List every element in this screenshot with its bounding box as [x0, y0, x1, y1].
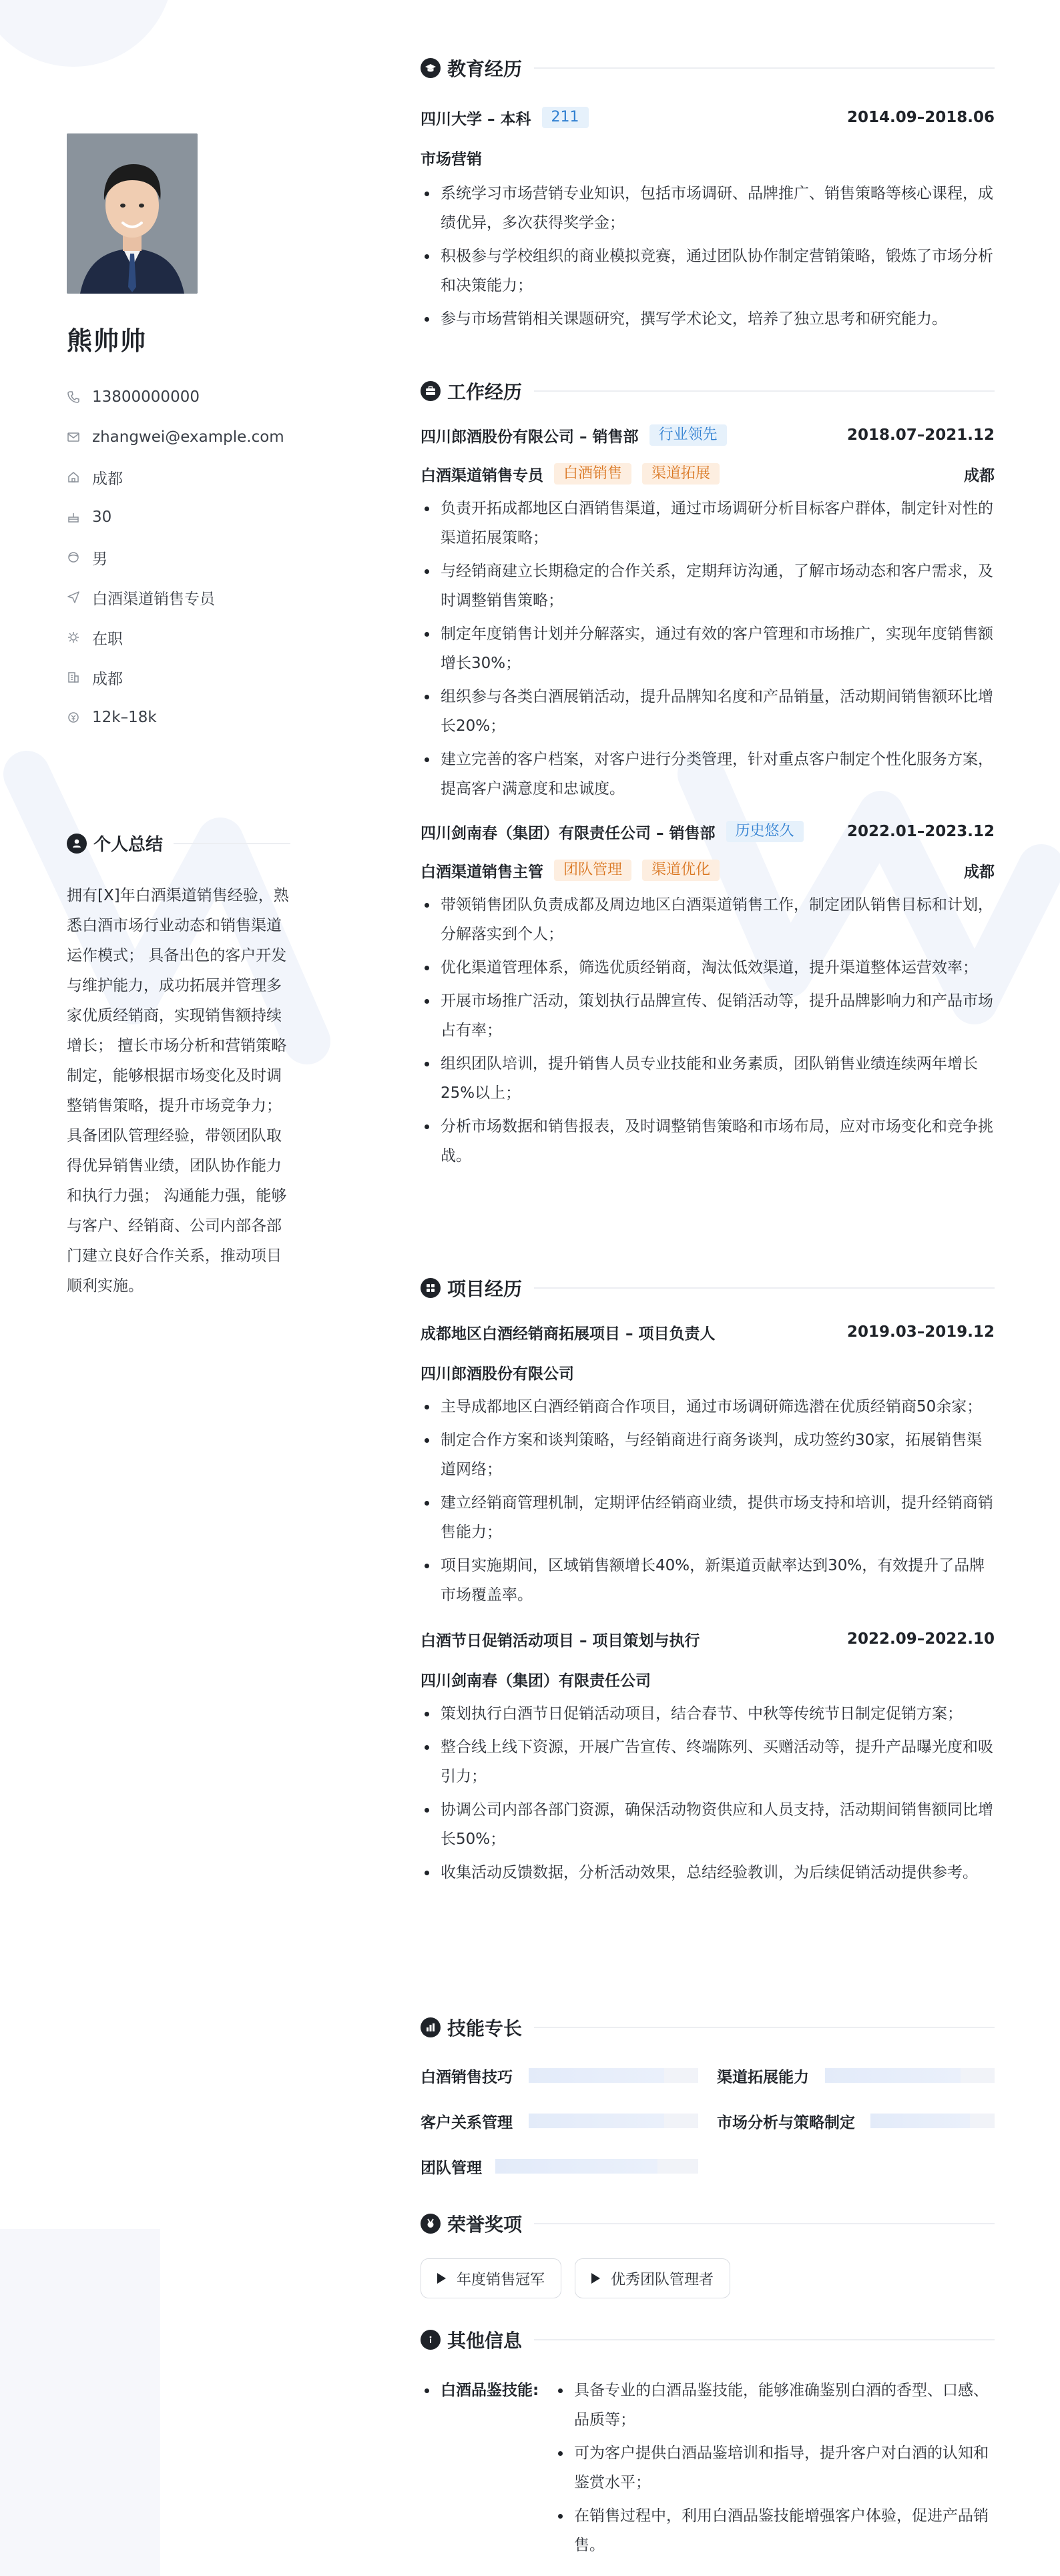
- list-item: 建立完善的客户档案，对客户进行分类管理，针对重点客户制定个性化服务方案，提高客户满意度和忠诚度。: [421, 745, 995, 803]
- list-item: 带领销售团队负责成都及周边地区白酒渠道销售工作，制定团队销售目标和计划，分解落实到个人；: [421, 890, 995, 949]
- project-entry-head: [421, 1627, 995, 1651]
- list-item: 协调公司内部各部门资源，确保活动物资供应和人员支持，活动期间销售额同比增长50%；: [421, 1795, 995, 1854]
- summary-text: 拥有[X]年白酒渠道销售经验，熟悉白酒市场行业动态和销售渠道运作模式； 具备出色的客户开发与维护能力，成功拓展并管理多家优质经销商，实现销售额持续增长； 擅长市场分析和营销策略制定，能够根据市场变化及时调整销售策略，提升市场竞争力； 具备团队管理经验，带领团队取得优异销售业绩，团队协作能力和执行力强； 沟通能力强，能够与客户、经销商、公司内部各部门建立良好合作关系，推动项目顺利实施。: [67, 887, 289, 1295]
- list-item: 整合线上线下资源，开展广告宣传、终端陈列、买赠活动等，提升产品曝光度和吸引力；: [421, 1732, 995, 1791]
- user-icon: [67, 834, 87, 854]
- project-date: 2022.09–2022.10: [846, 1630, 995, 1648]
- divider: [174, 843, 290, 844]
- info-salary: 12k–18k: [67, 697, 294, 737]
- contact-info-list: [67, 377, 294, 737]
- bar-chart-icon: [421, 2017, 441, 2037]
- info-status: 在职: [67, 617, 294, 657]
- job-role: 白酒渠道销售专员: [421, 466, 543, 485]
- send-icon: [67, 589, 92, 606]
- work-title: 工作经历: [421, 376, 995, 406]
- avatar: [67, 133, 198, 294]
- education-entry-head: [421, 105, 995, 129]
- skill-item: 白酒销售技巧: [421, 2065, 698, 2086]
- project-bullets: [421, 1392, 995, 1610]
- other-title: 其他信息: [421, 2325, 995, 2354]
- role-tag: 渠道优化: [642, 860, 720, 881]
- job-role-row: [421, 858, 995, 882]
- profile-name: 熊帅帅: [67, 326, 148, 356]
- info-age: 30: [67, 497, 294, 537]
- skill-bar: [870, 2114, 995, 2128]
- list-item: 系统学习市场营销专业知识，包括市场调研、品牌推广、销售策略等核心课程，成绩优异，多次获得奖学金；: [421, 179, 995, 238]
- school-tag: 211: [542, 107, 589, 128]
- job-bullets: [421, 494, 995, 803]
- company-name: 四川剑南春（集团）有限责任公司 – 销售部: [421, 824, 716, 842]
- divider: [534, 67, 995, 69]
- role-tag: 白酒销售: [554, 463, 631, 485]
- gender-icon: [67, 549, 92, 566]
- school-name: 四川大学 – 本科: [421, 110, 531, 128]
- divider: [534, 390, 995, 392]
- company-name: 四川郎酒股份有限公司 – 销售部: [421, 428, 639, 446]
- awards-section: [421, 2209, 995, 2298]
- graduation-cap-icon: [421, 58, 441, 78]
- info-city: 成都: [67, 657, 294, 697]
- skills-grid: [421, 2065, 995, 2177]
- list-item: 分析市场数据和销售报表，及时调整销售策略和市场布局，应对市场变化和竞争挑战。: [421, 1112, 995, 1171]
- avatar-portrait: [67, 133, 198, 294]
- skills-section: [421, 2013, 995, 2177]
- info-location: 成都: [67, 457, 294, 497]
- list-item: 制定合作方案和谈判策略，与经销商进行商务谈判，成功签约30家，拓展销售渠道网络；: [421, 1425, 995, 1484]
- list-item: 策划执行白酒节日促销活动项目，结合春节、中秋等传统节日制定促销方案；: [421, 1699, 995, 1728]
- info-position: 白酒渠道销售专员: [67, 577, 294, 617]
- company-tag: 历史悠久: [726, 821, 804, 842]
- info-icon: [421, 2330, 441, 2350]
- salary-icon: [67, 709, 92, 726]
- job-city: 成都: [964, 466, 995, 485]
- phone-icon: [67, 388, 92, 406]
- awards-list: [421, 2258, 995, 2298]
- award-badge: 优秀团队管理者: [575, 2258, 730, 2298]
- project-org: 四川剑南春（集团）有限责任公司: [421, 1672, 651, 1690]
- play-icon: [437, 2273, 446, 2284]
- projects-title: 项目经历: [421, 1273, 995, 1303]
- grid-icon: [421, 1278, 441, 1298]
- education-major: 市场营销: [421, 150, 482, 168]
- education-title: 教育经历: [421, 53, 995, 83]
- job-role: 白酒渠道销售主管: [421, 863, 543, 881]
- awards-title: 荣誉奖项: [421, 2209, 995, 2238]
- list-item: 积极参与学校组织的商业模拟竞赛，通过团队协作制定营销策略，锻炼了市场分析和决策能力；: [421, 242, 995, 300]
- background-block: [0, 2229, 160, 2576]
- project-entry-head: [421, 1320, 995, 1344]
- list-item: 组织团队培训，提升销售人员专业技能和业务素质，团队销售业绩连续两年增长25%以上；: [421, 1049, 995, 1108]
- divider: [534, 2027, 995, 2028]
- job-entry-head: [421, 820, 995, 844]
- work-section: [421, 376, 995, 1171]
- project-org: 四川郎酒股份有限公司: [421, 1365, 574, 1383]
- list-item: 具备专业的白酒品鉴技能，能够准确鉴别白酒的香型、口感、品质等；: [554, 2376, 995, 2435]
- summary-title: 个人总结: [67, 831, 290, 856]
- list-item: 主导成都地区白酒经销商合作项目，通过市场调研筛选潜在优质经销商50余家；: [421, 1392, 995, 1421]
- skill-bar: [495, 2159, 698, 2174]
- list-item: 负责开拓成都地区白酒销售渠道，通过市场调研分析目标客户群体，制定针对性的渠道拓展策略；: [421, 494, 995, 553]
- project-bullets: [421, 1699, 995, 1887]
- job-date: 2022.01–2023.12: [846, 823, 995, 840]
- skills-title: 技能专长: [421, 2013, 995, 2042]
- job-date: 2018.07–2021.12: [846, 426, 995, 444]
- education-bullets: [421, 179, 995, 334]
- job-entry-head: [421, 423, 995, 447]
- home-icon: [67, 468, 92, 486]
- project-name: 白酒节日促销活动项目 – 项目策划与执行: [421, 1632, 700, 1650]
- divider: [534, 1287, 995, 1289]
- building-icon: [67, 669, 92, 686]
- project-name: 成都地区白酒经销商拓展项目 – 项目负责人: [421, 1325, 716, 1343]
- list-item: 在销售过程中，利用白酒品鉴技能增强客户体验，促进产品销售。: [554, 2501, 995, 2560]
- list-item: 收集活动反馈数据，分析活动效果，总结经验教训，为后续促销活动提供参考。: [421, 1858, 995, 1887]
- briefcase-icon: [421, 381, 441, 401]
- mail-icon: [67, 428, 92, 446]
- skill-item: 客户关系管理: [421, 2110, 698, 2132]
- role-tag: 团队管理: [554, 860, 631, 881]
- profile-sidebar: [67, 133, 294, 737]
- info-gender: 男: [67, 537, 294, 577]
- divider: [534, 2223, 995, 2224]
- list-item: 可为客户提供白酒品鉴培训和指导，提升客户对白酒的认知和鉴赏水平；: [554, 2439, 995, 2497]
- job-bullets: [421, 890, 995, 1171]
- list-item: 建立经销商管理机制，定期评估经销商业绩，提供市场支持和培训，提升经销商销售能力；: [421, 1488, 995, 1547]
- company-tag: 行业领先: [649, 424, 727, 446]
- list-item: 优化渠道管理体系，筛选优质经销商，淘汰低效渠道，提升渠道整体运营效率；: [421, 953, 995, 982]
- skill-item: 市场分析与策略制定: [717, 2110, 995, 2132]
- education-section: [421, 53, 995, 334]
- list-item: 开展市场推广活动，策划执行品牌宣传、促销活动等，提升品牌影响力和产品市场占有率；: [421, 986, 995, 1045]
- summary-section: [67, 831, 290, 1301]
- other-item: [421, 2376, 995, 2560]
- skill-bar: [825, 2068, 995, 2083]
- other-section: [421, 2325, 995, 2560]
- skill-bar: [529, 2114, 698, 2128]
- skill-bar: [529, 2068, 698, 2083]
- divider: [534, 2339, 995, 2340]
- play-icon: [591, 2273, 600, 2284]
- education-date: 2014.09–2018.06: [846, 109, 995, 126]
- status-icon: [67, 629, 92, 646]
- skill-item: 团队管理: [421, 2156, 698, 2177]
- job-city: 成都: [964, 863, 995, 881]
- list-item: 与经销商建立长期稳定的合作关系，定期拜访沟通，了解市场动态和客户需求，及时调整销售策略；: [421, 557, 995, 615]
- skill-item: 渠道拓展能力: [717, 2065, 995, 2086]
- list-item: 项目实施期间，区域销售额增长40%，新渠道贡献率达到30%，有效提升了品牌市场覆盖率。: [421, 1551, 995, 1610]
- other-bullets: [554, 2372, 995, 2560]
- list-item: 制定年度销售计划并分解落实，通过有效的客户管理和市场推广，实现年度销售额增长30%；: [421, 619, 995, 678]
- list-item: 参与市场营销相关课题研究，撰写学术论文，培养了独立思考和研究能力。: [421, 304, 995, 334]
- list-item: 组织参与各类白酒展销活动，提升品牌知名度和产品销量，活动期间销售额环比增长20%；: [421, 682, 995, 741]
- project-date: 2019.03–2019.12: [846, 1323, 995, 1341]
- job-role-row: [421, 462, 995, 486]
- background-circle: [0, 0, 174, 67]
- award-badge: 年度销售冠军: [421, 2258, 561, 2298]
- info-phone: 13800000000: [67, 377, 294, 417]
- projects-section: [421, 1273, 995, 1887]
- role-tag: 渠道拓展: [642, 463, 720, 485]
- info-email: zhangwei@example.com: [67, 417, 294, 457]
- cake-icon: [67, 509, 92, 526]
- medal-icon: [421, 2214, 441, 2234]
- other-key: 白酒品鉴技能:: [421, 2376, 554, 2560]
